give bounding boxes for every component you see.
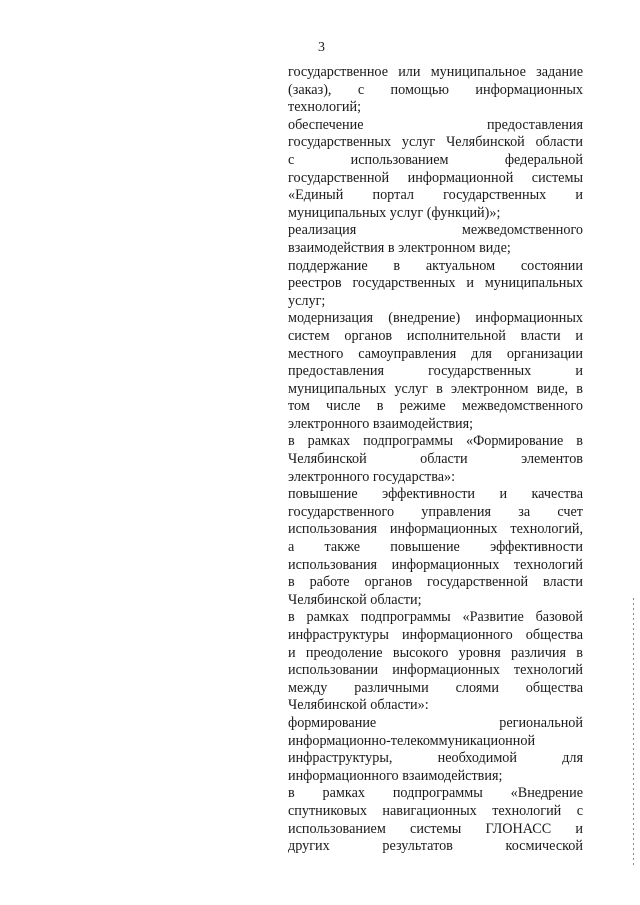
text-line: использованием системы ГЛОНАСС и	[288, 820, 583, 837]
text-line: формирование региональной	[288, 714, 583, 731]
text-line: том числе в режиме межведомственного	[288, 398, 583, 415]
text-column	[288, 64, 583, 856]
text-line: реестров государственных и муниципальных	[288, 275, 583, 292]
text-line: между различными слоями общества	[288, 679, 583, 696]
text-line: информационно-телекоммуникационной	[288, 732, 536, 749]
text-line: а также повышение эффективности	[288, 539, 583, 556]
scan-edge-mark	[633, 598, 634, 866]
text-line: в работе органов государственной власти	[288, 574, 583, 591]
text-line: других результатов космической	[288, 838, 583, 855]
text-line: с использованием федеральной	[288, 151, 583, 168]
text-line: местного самоуправления для организации	[288, 345, 583, 362]
page-number: 3	[318, 40, 325, 55]
text-line: и преодоление высокого уровня различия в	[288, 644, 583, 661]
text-line: «Единый портал государственных и	[288, 187, 583, 204]
text-line: использования информационных технологий,	[288, 521, 583, 538]
text-line: муниципальных услуг в электронном виде, в	[288, 380, 583, 397]
text-line: систем органов исполнительной власти и	[288, 327, 583, 344]
text-line: электронного взаимодействия;	[288, 415, 474, 432]
text-line: государственное или муниципальное задание	[288, 64, 583, 80]
text-line: Челябинской области»:	[288, 697, 429, 714]
text-line: поддержание в актуальном состоянии	[288, 257, 583, 274]
text-line: повышение эффективности и качества	[288, 486, 583, 503]
text-line: в рамках подпрограммы «Внедрение	[288, 785, 583, 802]
text-line: реализация межведомственного	[288, 222, 583, 239]
text-line: обеспечение предоставления	[288, 116, 583, 133]
text-line: государственного управления за счет	[288, 503, 583, 520]
text-line: взаимодействия в электронном виде;	[288, 239, 511, 256]
text-line: модернизация (внедрение) информационных	[288, 310, 583, 327]
text-line: (заказ), с помощью информационных	[288, 81, 583, 98]
text-line: Челябинской области;	[288, 591, 422, 608]
text-line: инфраструктуры, необходимой для	[288, 750, 583, 767]
text-line: спутниковых навигационных технологий с	[288, 802, 583, 819]
text-line: технологий;	[288, 99, 362, 116]
text-line: использования информационных технологий	[288, 556, 583, 573]
text-line: использовании информационных технологий	[288, 662, 583, 679]
text-line: в рамках подпрограммы «Развитие базовой	[288, 609, 583, 626]
text-line: муниципальных услуг (функций)»;	[288, 204, 501, 221]
text-line: инфраструктуры информационного общества	[288, 627, 583, 643]
text-line: электронного государства»:	[288, 468, 456, 485]
text-line: государственных услуг Челябинской области	[288, 134, 583, 151]
text-line: предоставления государственных и	[288, 363, 583, 380]
text-line: государственной информационной системы	[288, 169, 583, 186]
text-line: в рамках подпрограммы «Формирование в	[288, 433, 583, 450]
text-line: Челябинской области элементов	[288, 451, 583, 468]
text-line: услуг;	[288, 292, 326, 309]
text-line: информационного взаимодействия;	[288, 767, 503, 784]
